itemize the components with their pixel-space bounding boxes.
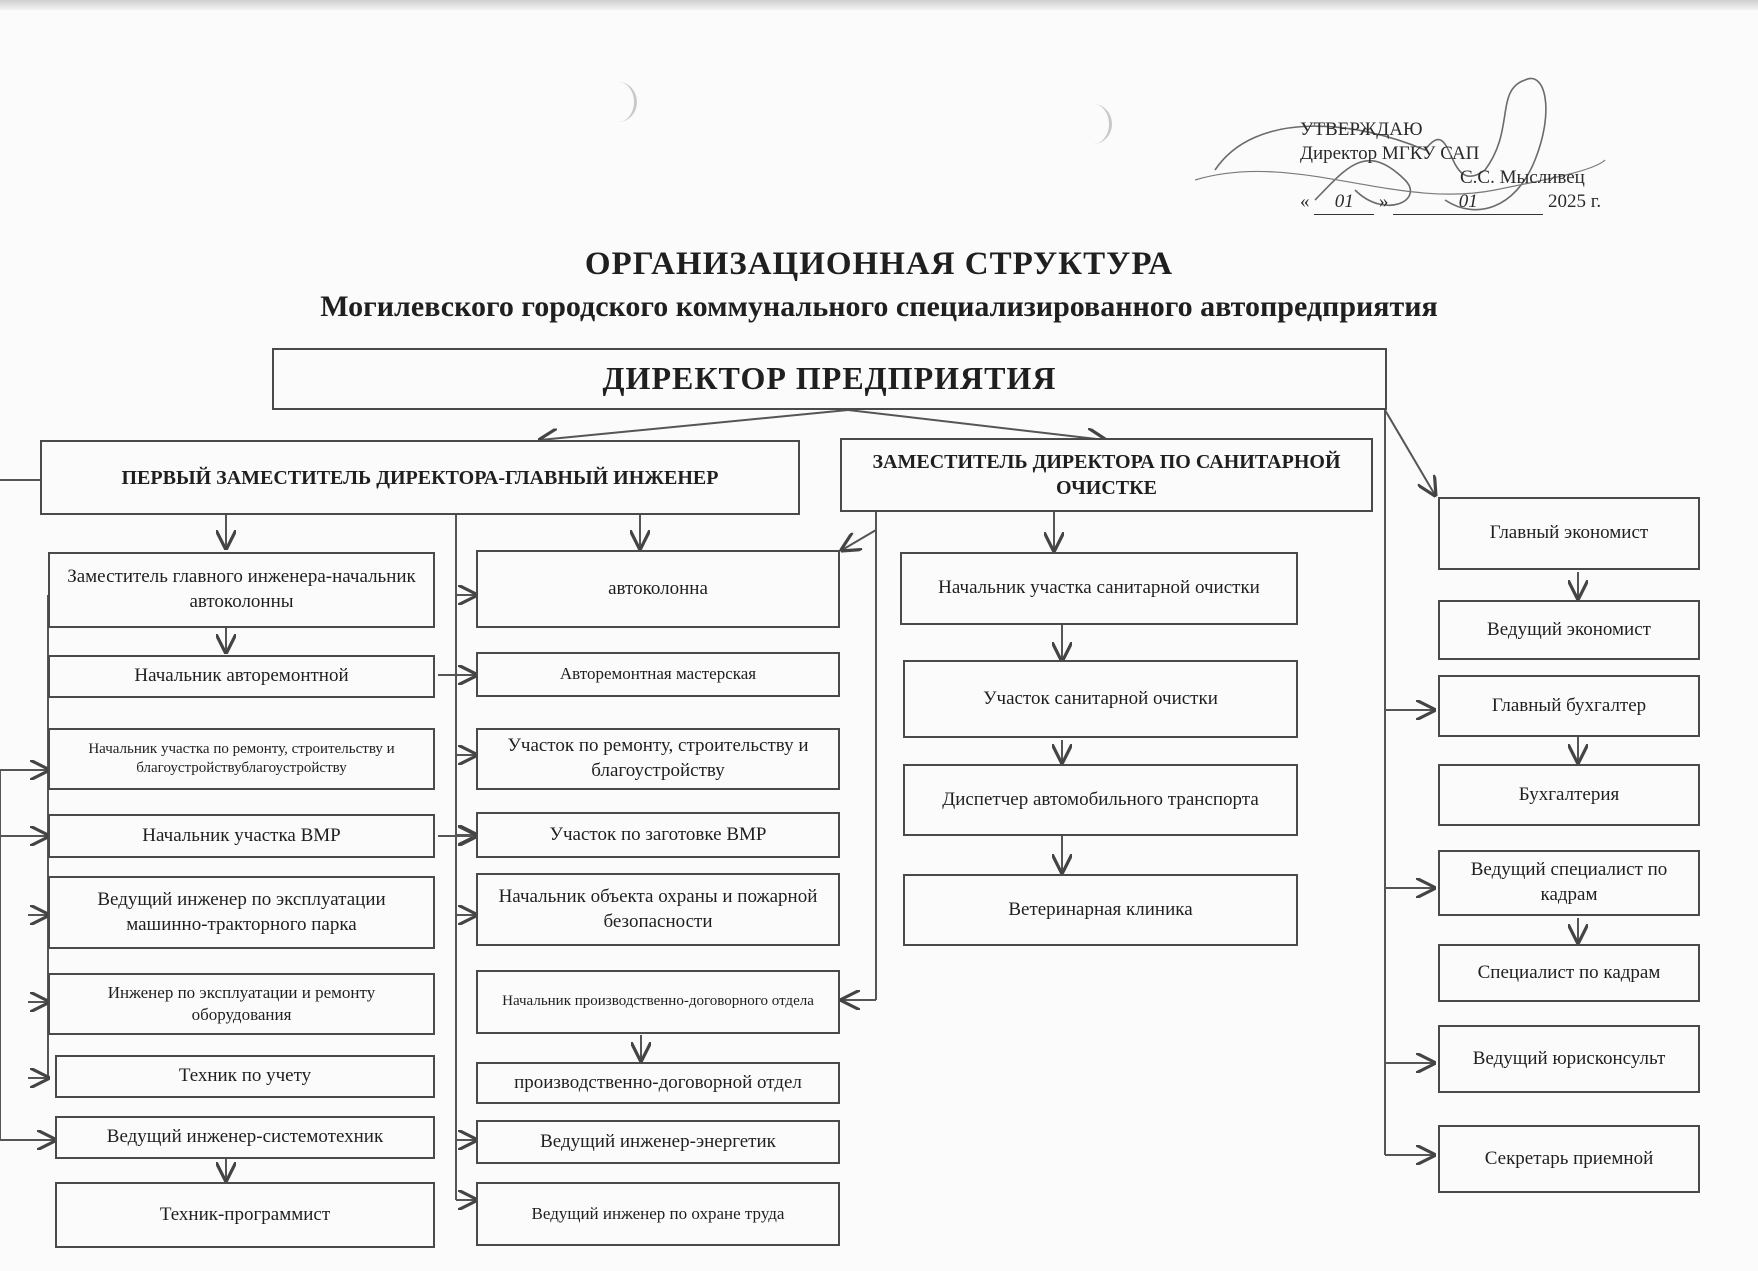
approval-date: « 01 » 01 2025 г.	[1300, 190, 1630, 215]
left-box-5: Ведущий инженер по эксплуатации машинно-тракторного парка	[48, 876, 435, 949]
left-box-6: Инженер по эксплуатации и ремонту оборудования	[48, 973, 435, 1035]
sanitation-box-3: Диспетчер автомобильного транспорта	[903, 764, 1298, 836]
director-box: ДИРЕКТОР ПРЕДПРИЯТИЯ	[272, 348, 1387, 410]
approval-line3: С.С. Мысливец	[1460, 167, 1585, 188]
left-box-1: Заместитель главного инженера-начальник автоколонны	[48, 552, 435, 628]
sanitation-box-2: Участок санитарной очистки	[903, 660, 1298, 738]
right-box-6: Специалист по кадрам	[1438, 944, 1700, 1002]
left-box-3: Начальник участка по ремонту, строительству и благоустройствублагоустройству	[48, 728, 435, 790]
document-subtitle: Могилевского городского коммунального специализированного автопредприятия	[320, 290, 1438, 323]
document-title: ОРГАНИЗАЦИОННАЯ СТРУКТУРА	[584, 246, 1174, 282]
approval-line1: УТВЕРЖДАЮ	[1300, 119, 1423, 140]
right-box-7: Ведущий юрисконсульт	[1438, 1025, 1700, 1093]
center-box-5: Начальник объекта охраны и пожарной безопасности	[476, 873, 840, 946]
center-box-6: Начальник производственно-договорного отдела	[476, 970, 840, 1034]
right-box-3: Главный бухгалтер	[1438, 675, 1700, 737]
left-box-7: Техник по учету	[55, 1055, 435, 1098]
approval-line2: Директор МГКУ САП	[1300, 143, 1480, 164]
right-box-5: Ведущий специалист по кадрам	[1438, 850, 1700, 916]
left-box-8: Ведущий инженер-системотехник	[55, 1116, 435, 1159]
left-box-4: Начальник участка ВМР	[48, 814, 435, 858]
right-box-8: Секретарь приемной	[1438, 1125, 1700, 1193]
center-box-9: Ведущий инженер по охране труда	[476, 1182, 840, 1246]
sanitation-box-4: Ветеринарная клиника	[903, 874, 1298, 946]
right-box-4: Бухгалтерия	[1438, 764, 1700, 826]
left-box-9: Техник-программист	[55, 1182, 435, 1248]
center-box-2: Авторемонтная мастерская	[476, 652, 840, 697]
center-box-3: Участок по ремонту, строительству и благоустройству	[476, 728, 840, 790]
right-box-1: Главный экономист	[1438, 497, 1700, 570]
sanitation-deputy-box: ЗАМЕСТИТЕЛЬ ДИРЕКТОРА ПО САНИТАРНОЙ ОЧИСТКЕ	[840, 438, 1373, 512]
center-box-1: автоколонна	[476, 550, 840, 628]
left-box-2: Начальник авторемонтной	[48, 655, 435, 698]
center-box-7: производственно-договорной отдел	[476, 1062, 840, 1104]
sanitation-box-1: Начальник участка санитарной очистки	[900, 552, 1298, 625]
center-box-4: Участок по заготовке ВМР	[476, 812, 840, 858]
first-deputy-box: ПЕРВЫЙ ЗАМЕСТИТЕЛЬ ДИРЕКТОРА-ГЛАВНЫЙ ИНЖЕНЕР	[40, 440, 800, 515]
center-box-8: Ведущий инженер-энергетик	[476, 1120, 840, 1164]
right-box-2: Ведущий экономист	[1438, 600, 1700, 660]
